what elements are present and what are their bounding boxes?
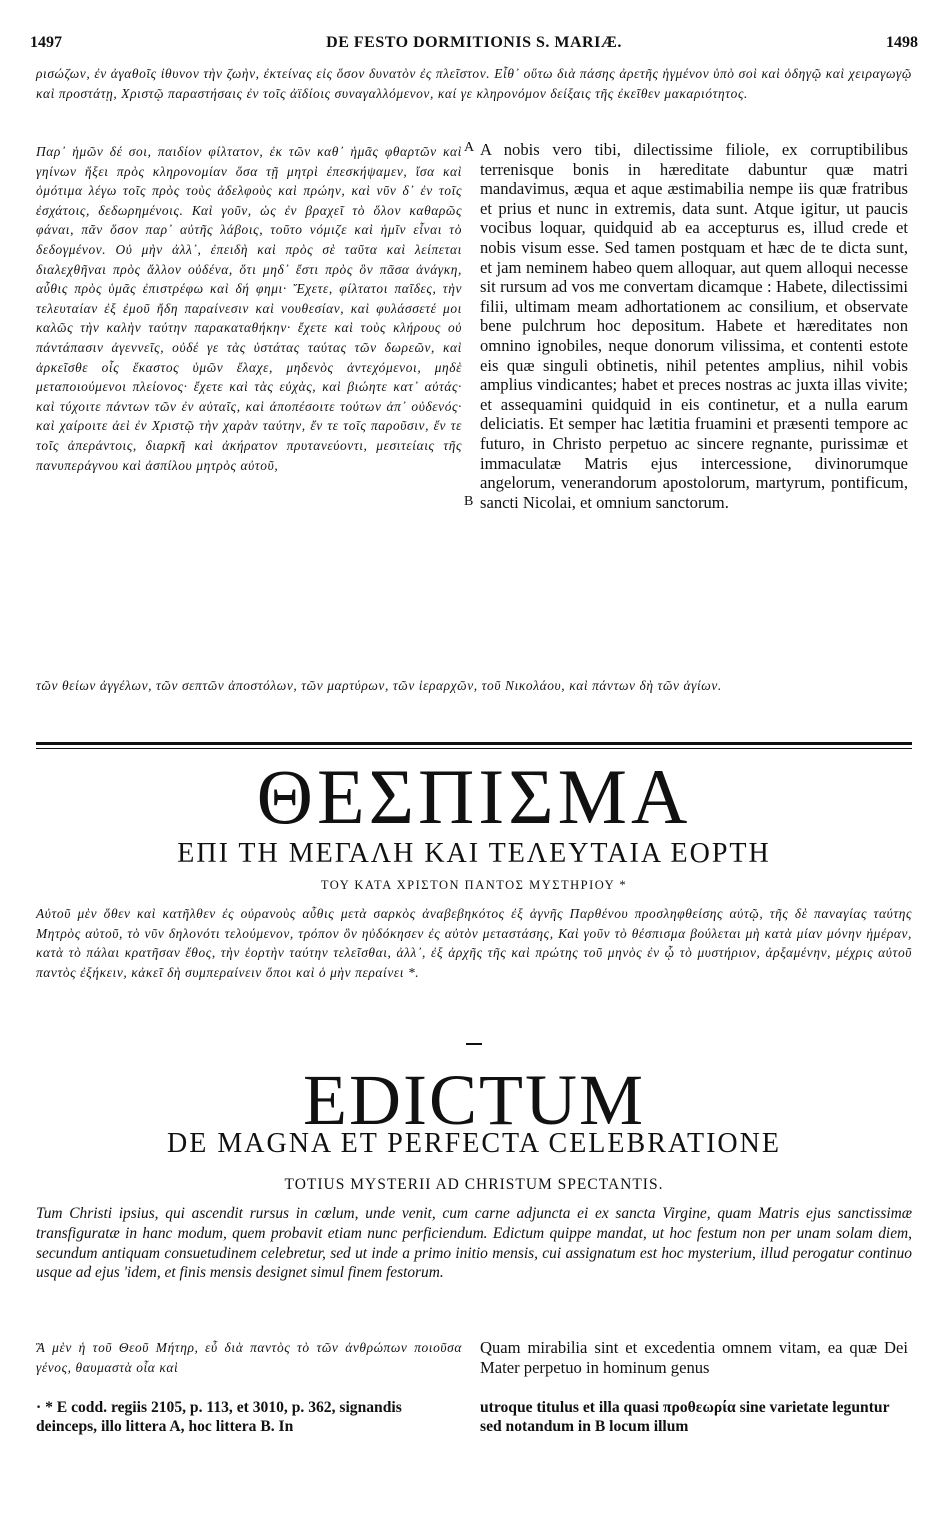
latin-section-subtitle-2: TOTIUS MYSTERII AD CHRISTUM SPECTANTIS. <box>284 1176 664 1193</box>
latin-section-title: EDICTUM <box>303 1060 645 1140</box>
section-divider-thick <box>36 742 912 745</box>
greek-section-title: ΘΕΣΠΙΣΜΑ <box>256 753 692 840</box>
greek-column-tail: τῶν θείων ἀγγέλων, τῶν σεπτῶν ἀποστόλων, τῶν μαρτύρων, τῶν ἱεραρχῶν, τοῦ Νικολάου, καὶ πάντων δὴ τῶν ἁγίων. <box>36 678 722 693</box>
footnote-right: utroque titulus et illa quasi προθεωρία sine varietate leguntur sed notandum in B locum illum <box>480 1399 890 1436</box>
latin-body-start: Quam mirabilia sint et excedentia omnem vitam, ea quæ Dei Mater perpetuo in hominum genus <box>480 1338 908 1377</box>
page-number-left: 1497 <box>30 34 62 51</box>
latin-column-text: A nobis vero tibi, dilectissime filiole, ex corruptibilibus terrenisque bonis in hæreditate dabuntur quæ matri mandavimus, æqua et aque æstimabilia nempe iis quæ fratribus et prius et nunc in extremis, data sunt. Atque igitur, ut paucis vocibus loquar, quidquid ab ea accepturus es, illud crede et nobis visum esse. Sed tamen postquam et hæc de te dicta sunt, et jam neminem habeo quem alloquar, aut quem alloqui necesse sit rursum ad vos me convertam dicamque : Habete, dilectissimi filii, ultimam meam adhortationem ac consilium, et observate bene pulchrum hoc depositum. Habete et hæreditates non omnino ignobiles, neque donorum vilissima, et contenti estote eis quæ singuli obtinetis, nihil petentes amplius, nihil vobis amplius vindicantes; habet et preces nostras ac juxta illas vivite; et assequamini quidquid in eis continetur, et a nulla earum deliciatis. Et semper hac lætitia fruamini et præsenti tempore ac futuro, in Christo perpetuo ac sincere regnante, purissimæ et immaculatæ Matris ejus intercessione, divinorumque angelorum, venerandorum apostolorum, martyrum, pontificum, sancti Nicolai, et omnium sanctorum. <box>480 140 908 512</box>
latin-intro-paragraph: Tum Christi ipsius, qui ascendit rursus in cœlum, unde venit, cum carne adjuncta ei ex sancta Virgine, quam Matris ejus sanctissimæ transfiguratæ in hanc modum, quem probavit etiam nunc perficiendum. Edictum quippe mandat, ut hoc festum non per unam solam diem, secundum antiquam consuetudinem celebretur, sed ut inde a primo initio mensis, cui assignatum est hoc mysterium, illud perogatur continuo usque ad ejus 'idem, et finis mensis designet simul finem festorum. <box>36 1205 912 1282</box>
greek-section-subtitle-2: ΤΟΥ ΚΑΤΑ ΧΡΙΣΤΟΝ ΠΑΝΤΟΣ ΜΥΣΤΗΡΙΟΥ * <box>320 878 628 892</box>
latin-section-subtitle: DE MAGNA ET PERFECTA CELEBRATIONE <box>167 1128 781 1159</box>
greek-continuation-paragraph: ρισώζων, ἐν ἀγαθοῖς ἰθυνον τὴν ζωὴν, ἐκτείνας εἰς ὅσον δυνατὸν ἐς πλεῖστον. Εἶθ᾽ οὕτω διὰ πάσης ἀρετῆς ἡγμένον ὑπὸ σοὶ καὶ ὁδηγῷ καὶ χειραγωγῷ καὶ προστάτῃ, Χριστῷ παραστήσαις ἐν τοῖς ἀϊδίοις συναγαλλόμενον, καί γε κληρονόμον δείξαις τῆς ἐκεῖθεν μακαριότητος. <box>36 66 912 101</box>
greek-section-subtitle: ΕΠΙ ΤΗ ΜΕΓΑΛΗ ΚΑΙ ΤΕΛΕΥΤΑΙΑ ΕΟΡΤΗ <box>177 838 771 869</box>
footnote-left: · * E codd. regiis 2105, p. 113, et 3010, p. 362, signandis deinceps, illo littera A, hoc littera B. In <box>36 1399 402 1436</box>
margin-marker-b: B <box>464 494 474 509</box>
greek-intro-paragraph: Αὐτοῦ μὲν ὅθεν καὶ κατῆλθεν ἐς οὐρανοὺς αὖθις μετὰ σαρκὸς ἀναβεβηκότος ἐξ ἁγνῆς Παρθένου προσληφθείσης αὐτῷ, τῆς δὲ παναγίας ταύτης Μητρὸς αὐτοῦ, τὸ νῦν δηλονότι τελούμενον, τρόπον ὃν ηὐδόκησεν ἐς αὐτὸν μεταστάσης, Καὶ γοῦν τὸ θέσπισμα βούλεται μὴ κατὰ μίαν μόνην ἡμέραν, κατὰ τὸ πάλαι κρατῆσαν ἔθος, τὴν ἑορτὴν ταύτην τελεῖσθαι, ἀλλ᾽, ἐξ ἀρχῆς τῆς καὶ πρώτης τοῦ μηνὸς ἐν ᾧ τὸ μυστήριον, ἀρξαμένην, μέχρις αὐτοῦ παντὸς ἐξήκειν, κἀκεῖ δὴ συμπεραίνειν ὅποι καὶ ὁ μὴν περαίνει *. <box>36 906 912 980</box>
greek-column-text: Παρ᾽ ἡμῶν δέ σοι, παιδίον φίλτατον, ἐκ τῶν καθ᾽ ἡμᾶς φθαρτῶν καὶ γηίνων ἥξει πρὸς κληρονομίαν ὅσα τῇ μητρὶ ἐπεσκήψαμεν, ἴσα καὶ ὁμότιμα λέγω τοῖς πρὸς τοὺς ἀδελφοὺς καὶ πρώην, καὶ νῦν δ᾽ ἐν τοῖς ἐσχάτοις, δεδωρημένοις. Καὶ γοῦν, ὡς ἐν βραχεῖ τὸ ὅλον καθαρῶς φάναι, πᾶν ὅσον παρ᾽ αὐτῆς λάβοις, τοῦτο νόμιζε καὶ ἡμῖν εἶναι τὸ δεδογμένον. Οὐ μὴν ἀλλ᾽, ἐπειδὴ καὶ πρὸς σὲ ταῦτα καὶ λείπεται διαλεχθῆναι πρὸς ἄλλον οὐδένα, ὅτι μηδ᾽ ἔστι πρὸς ὃν πᾶσα ἀνάγκη, αὖθις πρὸς ὑμᾶς ἐπιστρέφω καὶ δή φημι· Ἔχετε, φίλτατοι παῖδες, τὴν τελευταίαν ἐξ ἐμοῦ ἤδη παραίνεσιν καὶ νουθεσίαν, καὶ φυλάσσετέ μοι καλῶς τὴν καλὴν ταύτην παρακαταθήκην· ἔχετε καὶ τοὺς κλήρους οὐ πάντάπασιν ἀγεννεῖς, οὐδέ γε τὰς ὑστάτας ταύτας τῶν δωρεῶν, καὶ ἀρκεῖσθε οἷς ἕκαστος ὑμῶν ἔλαχε, μηδενὸς ἀντεχόμενοι, μηδὲ μεταποιούμενοι πλείονος· ἔχετε καὶ τὰς εὐχὰς, καὶ βιώητε κατ᾽ αὐτάς· καὶ τύχοιτε πάντων τῶν ἐν αὐταῖς, καὶ ἀποπέσοιτε τούτων ἀπ᾽ οὐδενός· καὶ χαίροιτε ἀεὶ ἐν Χριστῷ τὴν χαρὰν ταύτην, ἔν τε τοῖς παροῦσιν, ἔν τε τοῖς ἀπεράντοις, διαρκῆ καὶ ἀκήρατον πρυτανεύοντι, μεσιτείαις τῆς πανυπεράγνου καὶ ἀσπίλου μητρὸς αὐτοῦ, <box>36 144 462 473</box>
margin-marker-a: A <box>464 140 475 155</box>
section-divider-thin <box>36 748 912 749</box>
section-dash <box>466 1043 482 1045</box>
page-number-right: 1498 <box>886 34 918 51</box>
running-title: DE FESTO DORMITIONIS S. MARIÆ. <box>326 34 622 51</box>
running-header <box>30 34 918 58</box>
greek-body-start: Ἃ μὲν ἡ τοῦ Θεοῦ Μήτηρ, εὖ διὰ παντὸς τὸ τῶν ἀνθρώπων ποιοῦσα γένος, θαυμαστὰ οἷα καὶ <box>36 1340 462 1375</box>
